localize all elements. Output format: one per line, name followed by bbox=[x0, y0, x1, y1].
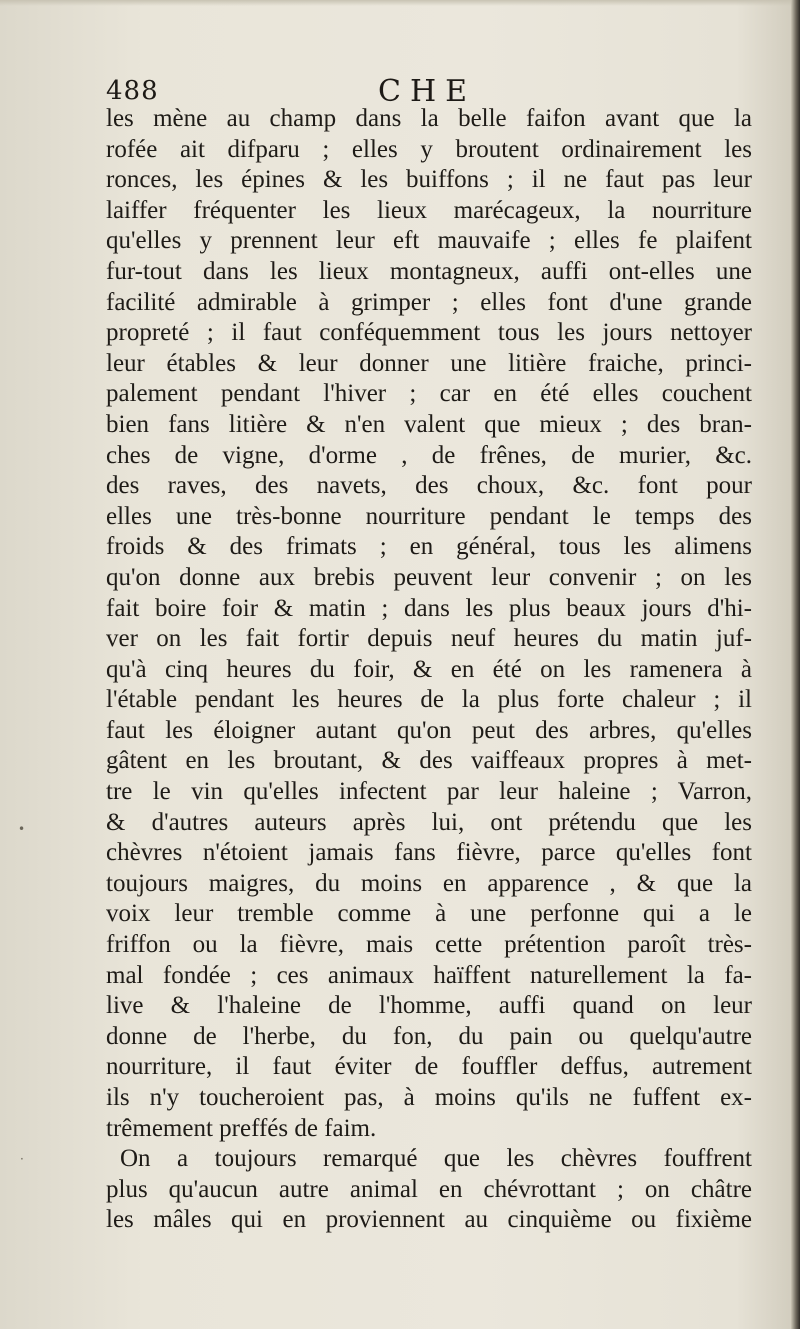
text-line: ils n'y toucheroient pas, à moins qu'ils ne fuffent ex- bbox=[106, 1084, 752, 1111]
text-line: ronces, les épines & les buiffons ; il ne faut pas leur bbox=[106, 166, 752, 194]
text-line: froids & des frimats ; en général, tous les alimens bbox=[106, 533, 752, 561]
text-line: live & l'haleine de l'homme, auffi quand on leur bbox=[106, 992, 752, 1020]
text-line: qu'à cinq heures du foir, & en été on les ramenera à bbox=[106, 655, 752, 683]
text-line: nourriture, il faut éviter de fouffler deffus, autrement bbox=[106, 1053, 752, 1081]
text-line-paragraph-end: trêmement preffés de faim. bbox=[106, 1114, 377, 1142]
text-line: palement pendant l'hiver ; car en été elles couchent bbox=[106, 380, 752, 408]
running-head: CHE bbox=[378, 74, 477, 109]
body-text bbox=[106, 104, 752, 1236]
text-line: & d'autres auteurs après lui, ont prétendu que les bbox=[106, 808, 752, 836]
text-line: les mâles qui en proviennent au cinquième ou fixième bbox=[106, 1206, 752, 1234]
text-line: rofée ait difparu ; elles y broutent ordinairement les bbox=[106, 135, 752, 163]
text-line-paragraph-start: On a toujours remarqué que les chèvres fouffrent bbox=[120, 1145, 752, 1173]
text-line: fait boire foir & matin ; dans les plus beaux jours d'hi- bbox=[106, 594, 752, 622]
page-binding-edge bbox=[791, 0, 800, 1329]
text-line: bien fans litière & n'en valent que mieux ; des bran- bbox=[106, 410, 752, 438]
text-line: elles une très-bonne nourriture pendant le temps des bbox=[106, 502, 752, 530]
text-line: faut les éloigner autant qu'on peut des arbres, qu'elles bbox=[106, 716, 752, 744]
text-line: voix leur tremble comme à une perfonne qui a le bbox=[106, 900, 752, 928]
text-line: qu'elles y prennent leur eft mauvaife ; elles fe plaifent bbox=[106, 227, 752, 255]
text-line: l'étable pendant les heures de la plus forte chaleur ; il bbox=[106, 686, 752, 714]
text-line: leur étables & leur donner une litière fraiche, princi- bbox=[106, 349, 752, 377]
page-number: 488 bbox=[106, 76, 159, 106]
text-line: toujours maigres, du moins en apparence , & que la bbox=[106, 869, 752, 897]
text-line: donne de l'herbe, du fon, du pain ou quelqu'autre bbox=[106, 1022, 752, 1050]
text-line: fur-tout dans les lieux montagneux, auffi ont-elles une bbox=[106, 257, 752, 285]
text-line: gâtent en les broutant, & des vaiffeaux propres à met- bbox=[106, 747, 752, 775]
text-line: laiffer fréquenter les lieux marécageux, la nourriture bbox=[106, 196, 752, 224]
margin-speck: · bbox=[20, 1152, 24, 1166]
text-line: friffon ou la fièvre, mais cette prétention paroît très- bbox=[106, 931, 752, 959]
text-line: mal fondée ; ces animaux haïffent naturellement la fa- bbox=[106, 961, 752, 989]
page-top-edge bbox=[0, 0, 800, 6]
text-line: facilité admirable à grimper ; elles font d'une grande bbox=[106, 288, 752, 316]
margin-speck: • bbox=[18, 822, 26, 836]
text-line: ver on les fait fortir depuis neuf heures du matin juf- bbox=[106, 625, 752, 653]
text-line: propreté ; il faut conféquemment tous les jours nettoyer bbox=[106, 319, 752, 347]
text-line: des raves, des navets, des choux, &c. font pour bbox=[106, 472, 752, 500]
text-line: plus qu'aucun autre animal en chévrottant ; on châtre bbox=[106, 1175, 752, 1203]
text-line: tre le vin qu'elles infectent par leur haleine ; Varron, bbox=[106, 778, 752, 806]
text-line: ches de vigne, d'orme , de frênes, de murier, &c. bbox=[106, 441, 752, 469]
text-line: les mène au champ dans la belle faifon avant que la bbox=[106, 105, 752, 132]
text-line: chèvres n'étoient jamais fans fièvre, parce qu'elles font bbox=[106, 839, 752, 867]
text-line: qu'on donne aux brebis peuvent leur convenir ; on les bbox=[106, 563, 752, 591]
